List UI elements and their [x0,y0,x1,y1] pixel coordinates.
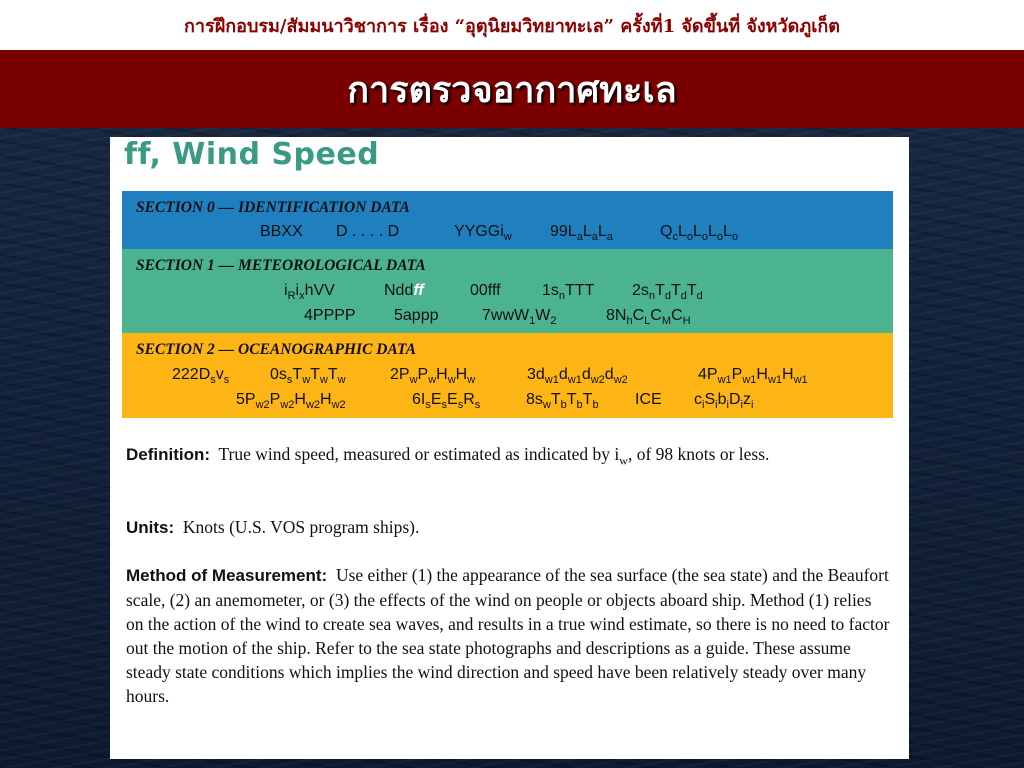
definition-label: Definition: [126,445,211,464]
code-8nhclcmch: $8N_hC_LC_MC_H$ [606,307,691,328]
section-2-header: SECTION 2 — OCEANOGRAPHIC DATA [136,341,416,358]
code-2pwpw: $2P_wP_wH_wH_w$ [390,366,476,387]
definition-paragraph [126,442,892,473]
code-4pppp: 4PPPP [304,307,356,324]
code-00fff: 00fff [470,282,501,299]
code-2sntdtdtd: $2s_nT_dT_dT_d$ [632,282,703,303]
section-0-band [122,191,893,249]
definition-text-end: , of 98 knots or less. [627,444,770,464]
content-panel [110,137,909,759]
code-bbxx: BBXX [260,223,303,240]
code-6is: $6I_sE_sE_sR_s$ [412,391,481,412]
top-banner [0,0,1024,50]
code-ff-highlight: ff [413,282,424,299]
code-3dw: $3d_{w1}d_{w1}d_{w2}d_{w2}$ [527,366,628,387]
banner-text: การฝึกอบรม/สัมมนาวิชาการ เรื่อง “อุตุนิยมวิทยาทะเล” ครั้งที่1 จัดขึ้นที่ จังหวัดภูเก็ต [184,15,840,37]
definition-sub: w [619,453,628,468]
code-5appp: 5appp [394,307,439,324]
code-99lala: $99L_aL_aL_a$ [550,223,613,244]
code-yyggiw: YYGGi$_w$ [454,223,512,244]
code-0ss: $0s_sT_wT_wT_w$ [270,366,346,387]
definition-text: True wind speed, measured or estimated as indicated by i [218,444,620,464]
code-ndd: Ndd [384,282,414,299]
title-bar [0,50,1024,128]
slide-title: การตรวจอากาศทะเล [347,68,677,111]
code-nddff [384,282,424,300]
method-label: Method of Measurement: [126,566,328,585]
code-8sw: $8s_wT_bT_bT_b$ [526,391,599,412]
code-1sntt: $1s_nTTT$ [542,282,595,303]
section-0-header: SECTION 0 — IDENTIFICATION DATA [136,199,410,216]
code-ice: ICE [635,391,662,408]
units-paragraph [126,515,892,540]
method-text: Use either (1) the appearance of the sea surface (the sea state) and the Beaufort scale, (2) an anemometer, or (3) the effects of the wind on people or objects aboard ship. Method (1) relies on the action of the wind to create sea waves, and results in a true wind estimate, so there is no need to factor out the motion of the ship. Refer to the sea state photographs and descriptions as a guide. These assume steady state conditions which implies the wind direction and speed have been relatively steady over many hours. [126,565,890,706]
code-5pw2: $5P_{w2}P_{w2}H_{w2}H_{w2}$ [236,391,346,412]
code-4pw1: $4P_{w1}P_{w1}H_{w1}H_{w1}$ [698,366,808,387]
units-text: Knots (U.S. VOS program ships). [182,517,420,537]
code-222dsvs: $222D_sv_s$ [172,366,230,387]
section-1-header: SECTION 1 — METEOROLOGICAL DATA [136,257,426,274]
code-cisi: $c_iS_ib_iD_iz_i$ [694,391,754,412]
units-label: Units: [126,518,175,537]
code-qclolo: $Q_cL_oL_oL_oL_o$ [660,223,739,244]
code-dddd: D . . . . D [336,223,400,240]
method-paragraph [126,563,892,708]
section-2-band [122,333,893,418]
section-1-band [122,249,893,333]
code-7wwww: $7wwW_1W_2$ [482,307,557,328]
panel-title: ff, Wind Speed [124,137,380,172]
code-irixhvv: $i_Ri_xhVV$ [284,282,335,303]
